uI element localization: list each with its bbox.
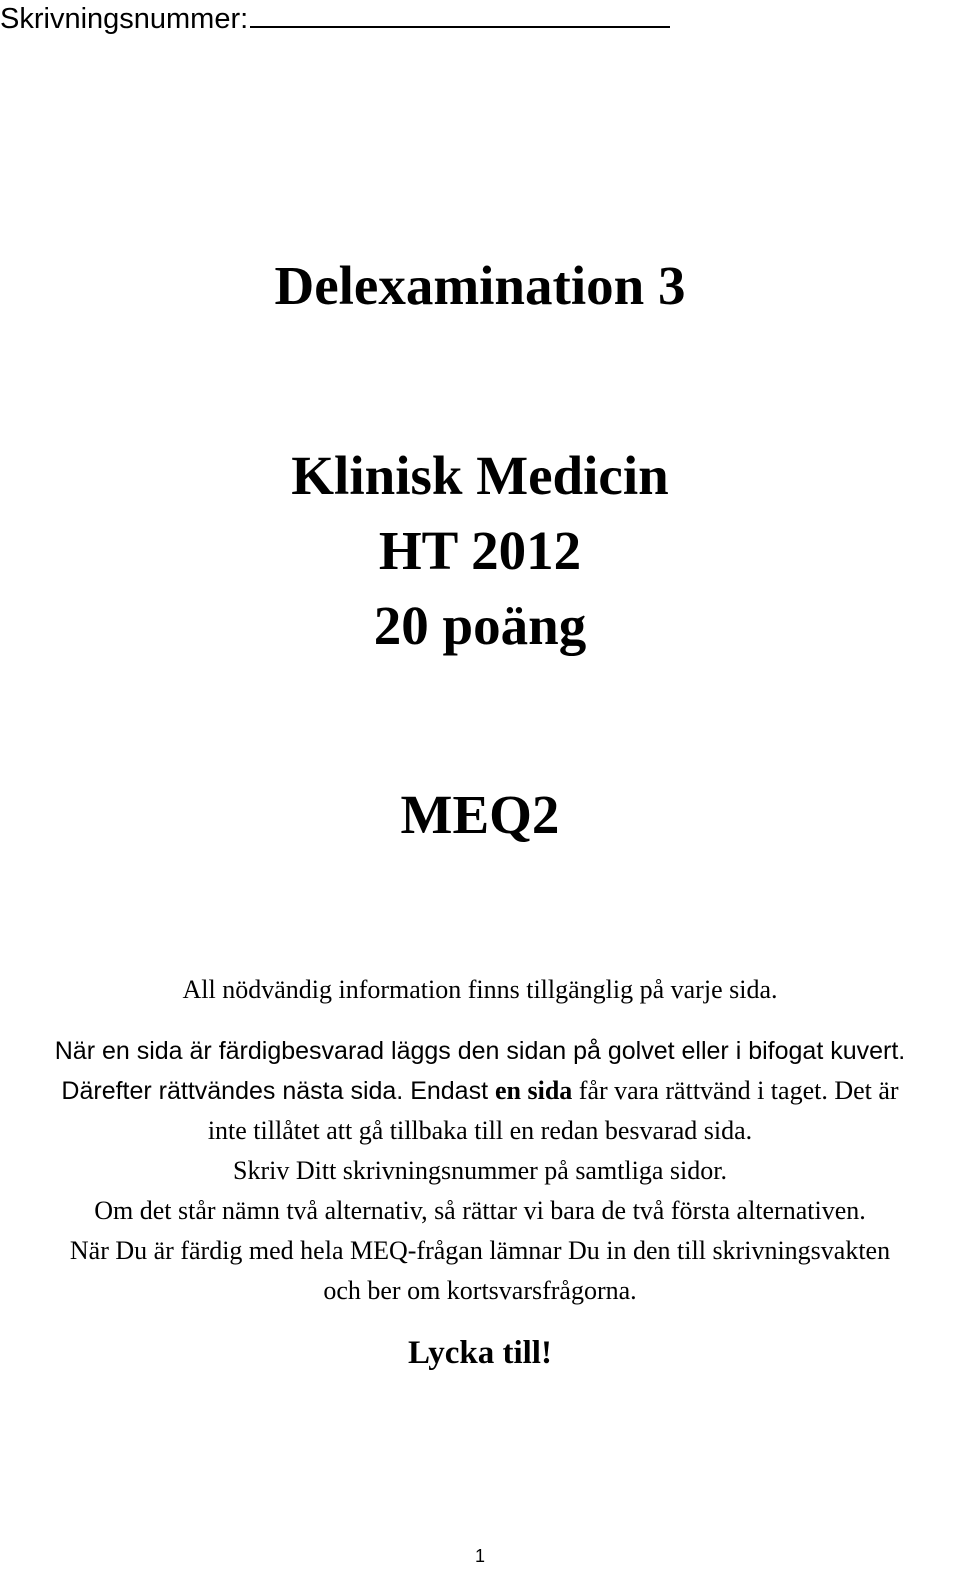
instruction-line-3-bold: en sida xyxy=(494,1076,573,1105)
exam-number-blank-line xyxy=(250,0,670,28)
page-number: 1 xyxy=(474,1546,485,1566)
exam-title: Delexamination 3 xyxy=(274,255,686,316)
term-title: HT 2012 xyxy=(378,520,582,581)
instruction-line-4: inte tillåtet att gå tillbaka till en redan besvarad sida. xyxy=(207,1116,753,1145)
instruction-line-3-tail: Det är xyxy=(827,1076,899,1105)
closing-message: Lycka till! xyxy=(408,1335,552,1371)
instruction-line-1: All nödvändig information finns tillgänglig på varje sida. xyxy=(182,975,778,1004)
part-title: MEQ2 xyxy=(400,784,560,845)
instruction-line-7: När Du är färdig med hela MEQ-frågan lämnar Du in den till skrivningsvakten xyxy=(69,1236,891,1265)
instruction-line-3-start: Därefter rättvändes nästa sida. Endast xyxy=(61,1077,495,1105)
instruction-line-8: och ber om kortsvarsfrågorna. xyxy=(323,1276,637,1305)
exam-number-label: Skrivningsnummer: xyxy=(0,3,249,35)
instruction-line-2: När en sida är färdigbesvarad läggs den sidan på golvet eller i bifogat kuvert. xyxy=(54,1037,906,1065)
points-title: 20 poäng xyxy=(373,595,587,656)
instruction-line-3 xyxy=(0,1071,960,1111)
course-title: Klinisk Medicin xyxy=(291,445,669,506)
instruction-line-6: Om det står nämn två alternativ, så rättar vi bara de två första alternativen. xyxy=(94,1196,866,1225)
exam-number-header xyxy=(0,0,670,37)
instruction-line-3-end: får vara rättvänd i taget. xyxy=(572,1076,828,1105)
instruction-line-5: Skriv Ditt skrivningsnummer på samtliga sidor. xyxy=(233,1156,727,1185)
